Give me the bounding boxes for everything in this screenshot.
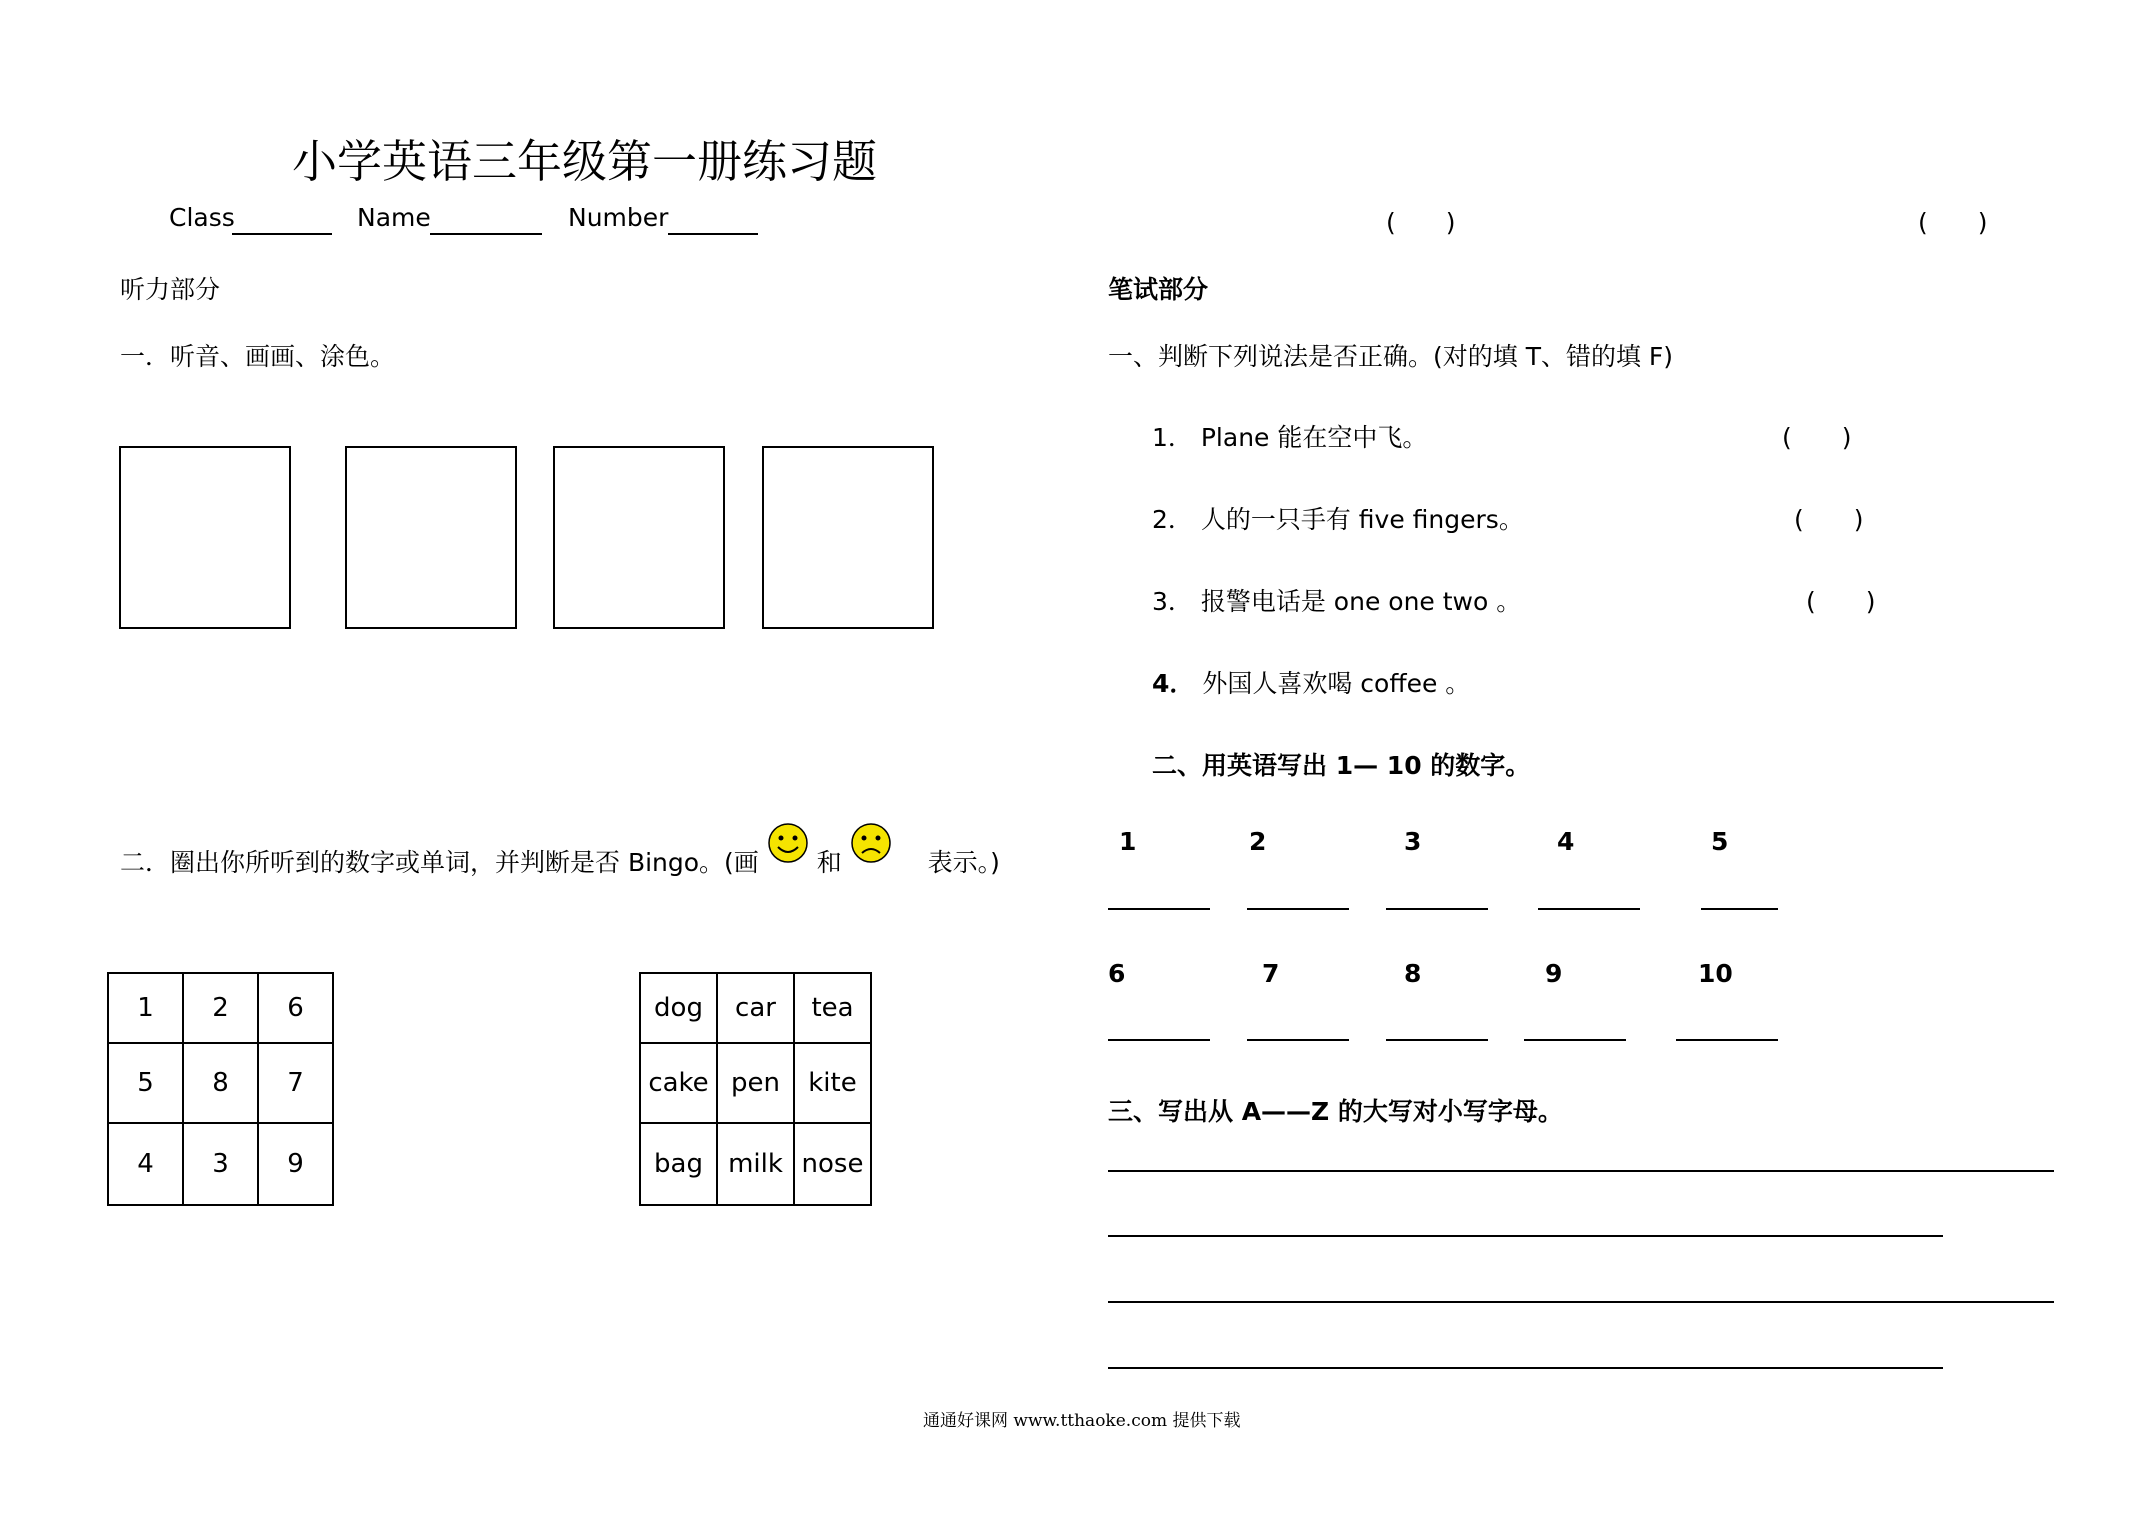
bingo-cell[interactable]: bag	[640, 1123, 717, 1205]
bingo-cell[interactable]: car	[717, 973, 794, 1043]
bingo-cell[interactable]: 4	[108, 1123, 183, 1205]
answer-blank[interactable]	[1247, 908, 1349, 910]
statement-text: 人的一只手有 five fingers。	[1200, 505, 1524, 534]
q2-suffix: 表示。)	[927, 848, 1000, 877]
page-title: 小学英语三年级第一册练习题	[292, 135, 878, 188]
listening-heading: 听力部分	[120, 275, 221, 304]
number-bingo-grid	[107, 972, 334, 1206]
listening-q1: 一．听音、画画、涂色。	[120, 342, 396, 371]
bingo-cell[interactable]: nose	[794, 1123, 871, 1205]
word-bingo-grid	[639, 972, 872, 1206]
answer-blank[interactable]	[1108, 1039, 1210, 1041]
footer: 通通好课网 www.tthaoke.com 提供下载	[923, 1411, 1241, 1431]
number-label: 1	[1119, 827, 1137, 856]
answer-bracket[interactable]: ( )	[1782, 423, 1852, 452]
listening-q2	[120, 840, 1000, 888]
answer-blank[interactable]	[1386, 908, 1488, 910]
answer-blank[interactable]	[1538, 908, 1640, 910]
statement-3	[1152, 582, 1521, 618]
answer-bracket[interactable]: ( )	[1794, 505, 1864, 534]
bingo-cell[interactable]: 5	[108, 1043, 183, 1123]
bingo-cell[interactable]: milk	[717, 1123, 794, 1205]
statement-text: 外国人喜欢喝 coffee 。	[1202, 669, 1471, 698]
bingo-cell[interactable]: dog	[640, 973, 717, 1043]
bingo-cell[interactable]: 7	[258, 1043, 333, 1123]
number-label: 4	[1557, 827, 1575, 856]
number-label: 3	[1404, 827, 1422, 856]
bingo-cell[interactable]: 3	[183, 1123, 258, 1205]
statement-1	[1152, 418, 1427, 454]
answer-bracket[interactable]: ( )	[1806, 587, 1876, 616]
number-label: 8	[1404, 959, 1422, 988]
number-label: 5	[1711, 827, 1729, 856]
sad-face-icon	[850, 822, 892, 870]
bingo-cell[interactable]: pen	[717, 1043, 794, 1123]
statement-text: Plane 能在空中飞。	[1200, 423, 1428, 452]
drawing-box[interactable]	[119, 446, 291, 629]
bingo-cell[interactable]: tea	[794, 973, 871, 1043]
section-1-title: 一、判断下列说法是否正确。(对的填 T、错的填 F)	[1108, 342, 1674, 371]
name-label: Name	[357, 203, 431, 232]
bingo-cell[interactable]: kite	[794, 1043, 871, 1123]
statement-number: 1．	[1152, 423, 1193, 452]
number-label: 6	[1108, 959, 1126, 988]
writing-line[interactable]	[1108, 1301, 2054, 1303]
number-label: Number	[568, 203, 669, 232]
number-label: 10	[1698, 959, 1733, 988]
answer-blank[interactable]	[1247, 1039, 1349, 1041]
writing-line[interactable]	[1108, 1367, 1943, 1369]
answer-blank[interactable]	[1386, 1039, 1488, 1041]
class-blank[interactable]	[232, 233, 332, 235]
top-bracket-2: ( )	[1918, 208, 1988, 237]
drawing-box[interactable]	[762, 446, 934, 629]
bingo-cell[interactable]: 1	[108, 973, 183, 1043]
statement-2	[1152, 500, 1524, 536]
answer-blank[interactable]	[1524, 1039, 1626, 1041]
number-label: 2	[1249, 827, 1267, 856]
writing-heading: 笔试部分	[1108, 275, 1209, 304]
answer-blank[interactable]	[1701, 908, 1778, 910]
section-2-title: 二、用英语写出 1— 10 的数字。	[1152, 751, 1531, 780]
statement-4	[1152, 664, 1470, 700]
answer-blank[interactable]	[1676, 1039, 1778, 1041]
statement-number: 2．	[1152, 505, 1193, 534]
drawing-box[interactable]	[553, 446, 725, 629]
bingo-cell[interactable]: 6	[258, 973, 333, 1043]
smiley-face-icon	[767, 822, 809, 870]
statement-number: 4．	[1152, 669, 1195, 698]
number-label: 7	[1262, 959, 1280, 988]
q2-prefix: 二．圈出你所听到的数字或单词，并判断是否 Bingo。(画	[120, 848, 759, 877]
q2-mid: 和	[816, 848, 842, 877]
writing-line[interactable]	[1108, 1170, 2054, 1172]
bingo-cell[interactable]: 2	[183, 973, 258, 1043]
bingo-cell[interactable]: 8	[183, 1043, 258, 1123]
name-blank[interactable]	[430, 233, 542, 235]
top-bracket-1: ( )	[1386, 208, 1456, 237]
answer-blank[interactable]	[1108, 908, 1210, 910]
number-label: 9	[1545, 959, 1563, 988]
statement-text: 报警电话是 one one two 。	[1200, 587, 1522, 616]
statement-number: 3．	[1152, 587, 1193, 616]
section-3-title: 三、写出从 A——Z 的大写对小写字母。	[1108, 1097, 1563, 1126]
bingo-cell[interactable]: 9	[258, 1123, 333, 1205]
class-label: Class	[169, 203, 235, 232]
writing-line[interactable]	[1108, 1235, 1943, 1237]
number-blank[interactable]	[668, 233, 758, 235]
drawing-box[interactable]	[345, 446, 517, 629]
bingo-cell[interactable]: cake	[640, 1043, 717, 1123]
